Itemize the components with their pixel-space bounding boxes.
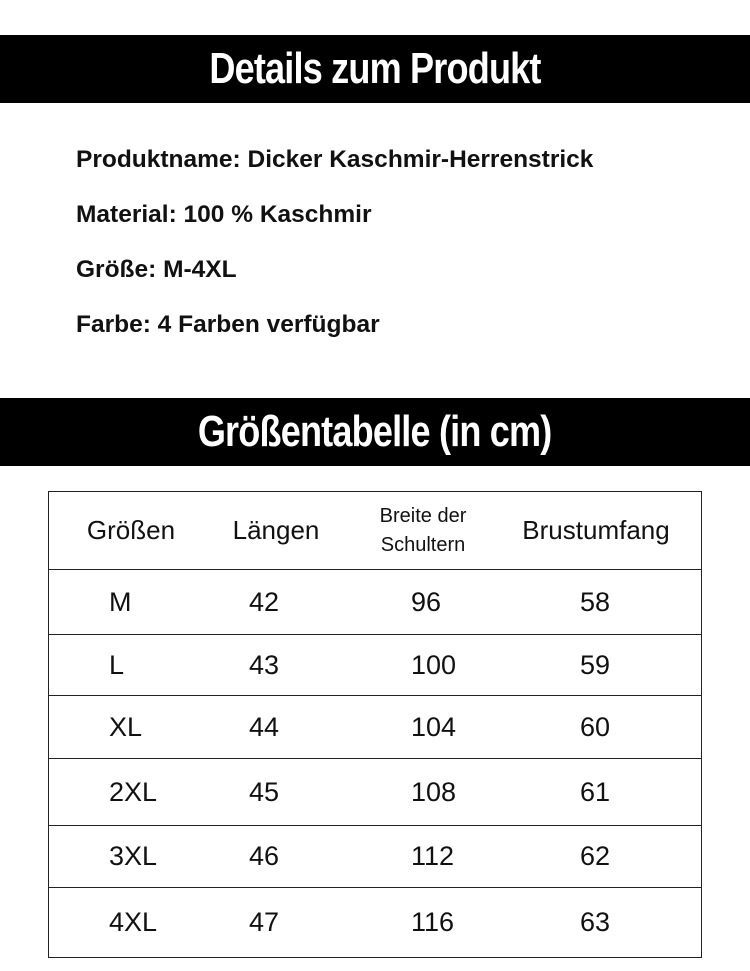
cell-length: 46 [249, 841, 280, 871]
size-table [48, 491, 702, 958]
cell-chest: 63 [580, 906, 611, 937]
cell-shoulder: 104 [411, 711, 457, 742]
table-row [49, 570, 701, 635]
cell-size: L [109, 649, 125, 680]
cell-length: 47 [249, 906, 280, 937]
cell-size: 3XL [109, 841, 158, 871]
cell-length: 45 [249, 776, 280, 807]
cell-size: XL [109, 711, 143, 742]
table-row [49, 888, 701, 956]
cell-size: M [109, 586, 132, 617]
cell-chest: 62 [580, 841, 611, 871]
detail-product-name: Produktname: Dicker Kaschmir-Herrenstrick [76, 146, 594, 173]
cell-shoulder: 116 [411, 906, 455, 937]
table-header-row [49, 492, 701, 570]
header-size: Größen [86, 515, 176, 545]
cell-size: 2XL [109, 776, 158, 807]
cell-shoulder: 112 [411, 841, 455, 871]
header-chest: Brustumfang [522, 515, 670, 545]
table-row [49, 759, 701, 826]
cell-chest: 59 [580, 649, 611, 680]
header-length: Längen [232, 515, 320, 545]
table-row [49, 696, 701, 759]
product-details-list [76, 146, 593, 366]
detail-color: Farbe: 4 Farben verfügbar [76, 311, 380, 338]
detail-material: Material: 100 % Kaschmir [76, 201, 372, 228]
cell-length: 44 [249, 711, 280, 742]
header-shoulder-width: Breite der Schultern [379, 504, 467, 556]
cell-chest: 58 [580, 586, 611, 617]
cell-shoulder: 100 [411, 649, 457, 680]
cell-shoulder: 108 [411, 776, 457, 807]
detail-size: Größe: M-4XL [76, 256, 237, 283]
table-row [49, 826, 701, 888]
cell-chest: 60 [580, 711, 611, 742]
cell-length: 43 [249, 649, 280, 680]
cell-chest: 61 [580, 776, 611, 807]
size-chart-heading: Größentabelle (in cm) [198, 407, 552, 456]
size-chart-banner [0, 398, 750, 466]
cell-size: 4XL [109, 906, 158, 937]
product-details-banner [0, 35, 750, 103]
table-row [49, 635, 701, 696]
product-details-heading: Details zum Produkt [209, 44, 541, 93]
cell-length: 42 [249, 586, 280, 617]
cell-shoulder: 96 [411, 586, 442, 617]
